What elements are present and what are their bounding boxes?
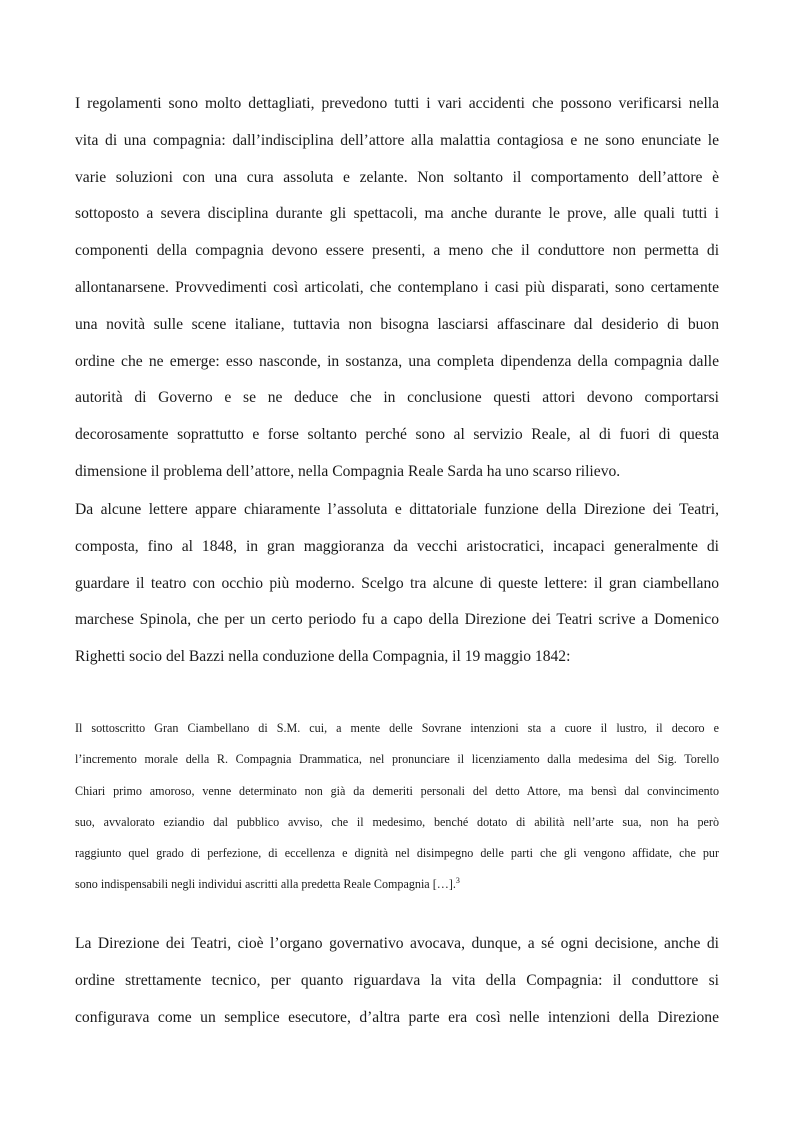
block-quotation xyxy=(75,713,719,901)
text-line: autorità di Governo e se ne deduce che in conclusione questi attori devono comportarsi xyxy=(75,389,719,407)
text-line: sottoposto a severa disciplina durante gli spettacoli, ma anche durante le prove, alle quali tutti i xyxy=(75,205,719,223)
text-line: configurava come un semplice esecutore, d’altra parte era così nelle intenzioni della Direzione xyxy=(75,1008,719,1026)
text-line: decorosamente soprattutto e forse soltanto perché sono al servizio Reale, al di fuori di questa xyxy=(75,426,720,444)
quote-line: raggiunto quel grado di perfezione, di eccellenza e dignità nel disimpegno delle parti che gli vengono affidate, che pur xyxy=(75,846,719,861)
text-line: dimensione il problema dell’attore, nella Compagnia Reale Sarda ha uno scarso rilievo. xyxy=(75,462,621,480)
text-line: composta, fino al 1848, in gran maggioranza da vecchi aristocratici, incapaci generalmente di xyxy=(75,537,719,555)
text-line: La Direzione dei Teatri, cioè l’organo governativo avocava, dunque, a sé ogni decisione, anche di xyxy=(75,935,719,952)
text-line: allontanarsene. Provvedimenti così articolati, che contemplano i casi più disparati, sono certamente xyxy=(75,278,719,296)
text-line: ordine che ne emerge: esso nasconde, in sostanza, una completa dipendenza della compagnia dalle xyxy=(75,352,720,370)
text-line: una novità sulle scene italiane, tuttavia non bisogna lasciarsi affascinare dal desiderio di buon xyxy=(75,315,720,333)
text-line: Da alcune lettere appare chiaramente l’assoluta e dittatoriale funzione della Direzione dei Teatri, xyxy=(75,501,719,518)
text-line: vita di una compagnia: dall’indisciplina dell’attore alla malattia contagiosa e ne sono enunciate le xyxy=(75,131,719,149)
text-line: componenti della compagnia devono essere presenti, a meno che il conduttore non permetta di xyxy=(75,242,720,260)
quote-line: Chiari primo amoroso, venne determinato non già da demeriti personali del detto Attore, ma bensì dal convincimento xyxy=(75,783,720,798)
quote-line: suo, avvalorato eziandio dal pubblico avviso, che il medesimo, benché dotato di abilità nell’arte sua, non ha però xyxy=(75,814,719,829)
quote-line: Il sottoscritto Gran Ciambellano di S.M. cui, a mente delle Sovrane intenzioni sta a cuore il lustro, il decoro e xyxy=(75,721,720,735)
text-line: I regolamenti sono molto dettagliati, prevedono tutti i vari accidenti che possono verificarsi nella xyxy=(75,95,720,112)
text-line: Righetti socio del Bazzi nella conduzione della Compagnia, il 19 maggio 1842: xyxy=(75,648,571,666)
quote-line-text: sono indispensabili negli individui ascritti alla predetta Reale Compagnia […]. xyxy=(75,877,456,892)
text-line: marchese Spinola, che per un certo periodo fu a capo della Direzione dei Teatri scrive a Domenico xyxy=(75,611,719,629)
text-line: guardare il teatro con occhio più moderno. Scelgo tra alcune di queste lettere: il gran ciambellano xyxy=(75,574,720,592)
quote-line-last xyxy=(75,869,719,900)
footnote-marker[interactable]: 3 xyxy=(455,876,460,886)
paragraph-regolamenti xyxy=(75,86,719,491)
text-line: ordine strettamente tecnico, per quanto riguardava la vita della Compagnia: il conduttore si xyxy=(75,971,719,989)
quote-line: l’incremento morale della R. Compagnia Drammatica, nel pronunciare il licenziamento dalla medesima del Sig. Torello xyxy=(75,752,719,767)
paragraph-direzione xyxy=(75,926,719,1036)
paragraph-lettere xyxy=(75,492,719,676)
text-line: varie soluzioni con una cura assoluta e zelante. Non soltanto il comportamento dell’attore è xyxy=(75,168,719,186)
